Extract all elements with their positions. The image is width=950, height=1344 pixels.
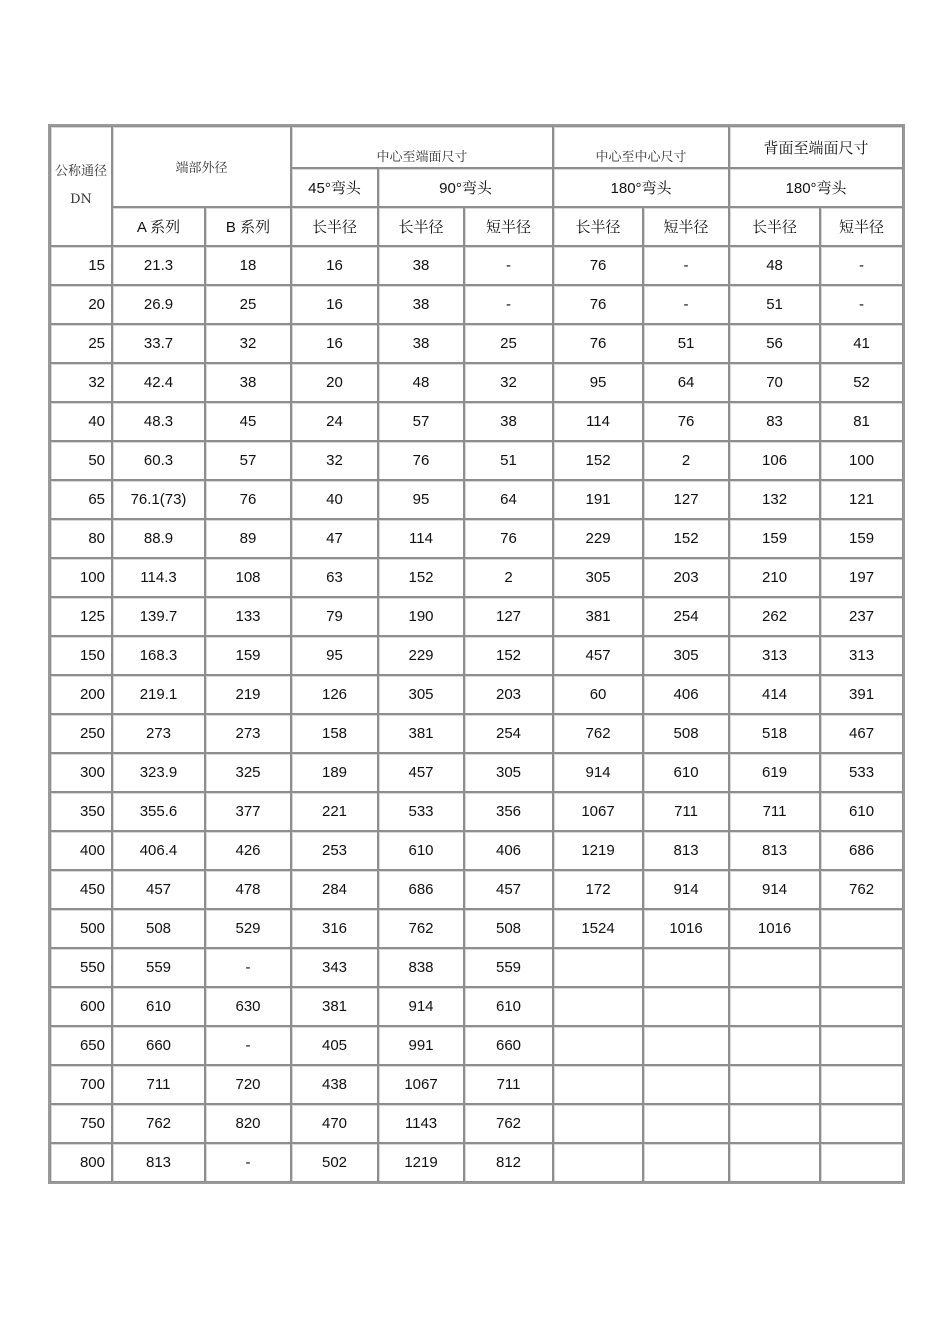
cell-cte-90-long: 190: [378, 597, 464, 636]
table-row: [50, 948, 903, 987]
cell-cte-90-long: 838: [378, 948, 464, 987]
cell-bte-180-long: [729, 948, 820, 987]
cell-cte-90-long: 381: [378, 714, 464, 753]
cell-od-a: 139.7: [112, 597, 205, 636]
cell-bte-180-short: 313: [820, 636, 903, 675]
cell-od-a: 457: [112, 870, 205, 909]
cell-bte-180-short: 391: [820, 675, 903, 714]
cell-bte-180-short: [820, 909, 903, 948]
cell-od-b: 45: [205, 402, 291, 441]
table-body: [50, 246, 903, 1182]
table-row: [50, 597, 903, 636]
cell-cte-45-long: 316: [291, 909, 378, 948]
header-dn-label: 公称通径: [54, 164, 107, 179]
cell-od-a: 76.1(73): [112, 480, 205, 519]
cell-od-a: 355.6: [112, 792, 205, 831]
cell-bte-180-long: 313: [729, 636, 820, 675]
cell-dn: 20: [50, 285, 112, 324]
cell-ctc-180-short: 254: [643, 597, 729, 636]
header-elbow-180-ctc: 180°弯头: [553, 168, 729, 207]
table-row: [50, 636, 903, 675]
table-row: [50, 1104, 903, 1143]
cell-bte-180-short: 52: [820, 363, 903, 402]
cell-dn: 80: [50, 519, 112, 558]
cell-bte-180-long: 56: [729, 324, 820, 363]
cell-cte-45-long: 63: [291, 558, 378, 597]
cell-ctc-180-short: [643, 987, 729, 1026]
cell-od-b: -: [205, 1026, 291, 1065]
cell-cte-90-long: 1143: [378, 1104, 464, 1143]
cell-cte-45-long: 343: [291, 948, 378, 987]
elbow-dimension-table: [48, 124, 905, 1184]
header-center-to-center: 中心至中心尺寸: [553, 126, 729, 168]
table-row: [50, 285, 903, 324]
cell-od-a: 508: [112, 909, 205, 948]
header-series-b: B 系列: [205, 207, 291, 246]
cell-cte-90-long: 38: [378, 285, 464, 324]
cell-ctc-180-short: -: [643, 285, 729, 324]
cell-ctc-180-short: [643, 1143, 729, 1182]
cell-bte-180-long: [729, 1104, 820, 1143]
cell-bte-180-short: 610: [820, 792, 903, 831]
cell-bte-180-short: 159: [820, 519, 903, 558]
cell-bte-180-short: 81: [820, 402, 903, 441]
header-long-radius: 长半径: [729, 207, 820, 246]
header-dn-unit: DN: [70, 192, 92, 207]
cell-cte-90-short: 406: [464, 831, 553, 870]
cell-od-b: 377: [205, 792, 291, 831]
cell-bte-180-long: 414: [729, 675, 820, 714]
cell-cte-90-long: 1067: [378, 1065, 464, 1104]
cell-dn: 150: [50, 636, 112, 675]
header-back-to-end: 背面至端面尺寸: [729, 126, 903, 168]
cell-cte-90-short: -: [464, 246, 553, 285]
table-row: [50, 1065, 903, 1104]
table-row: [50, 558, 903, 597]
cell-od-b: 133: [205, 597, 291, 636]
cell-cte-45-long: 438: [291, 1065, 378, 1104]
cell-bte-180-short: [820, 948, 903, 987]
cell-cte-45-long: 126: [291, 675, 378, 714]
cell-dn: 550: [50, 948, 112, 987]
cell-cte-90-long: 76: [378, 441, 464, 480]
cell-dn: 32: [50, 363, 112, 402]
cell-cte-90-short: 559: [464, 948, 553, 987]
cell-ctc-180-short: 610: [643, 753, 729, 792]
cell-cte-90-short: 812: [464, 1143, 553, 1182]
cell-cte-90-long: 686: [378, 870, 464, 909]
cell-cte-45-long: 253: [291, 831, 378, 870]
table-row: [50, 753, 903, 792]
cell-cte-90-short: 660: [464, 1026, 553, 1065]
cell-ctc-180-long: 172: [553, 870, 643, 909]
cell-od-a: 273: [112, 714, 205, 753]
cell-od-a: 323.9: [112, 753, 205, 792]
cell-cte-90-short: 508: [464, 909, 553, 948]
cell-cte-45-long: 284: [291, 870, 378, 909]
cell-dn: 25: [50, 324, 112, 363]
table-row: [50, 402, 903, 441]
cell-bte-180-short: -: [820, 285, 903, 324]
header-long-radius: 长半径: [378, 207, 464, 246]
cell-bte-180-long: 711: [729, 792, 820, 831]
cell-ctc-180-short: 813: [643, 831, 729, 870]
cell-od-a: 813: [112, 1143, 205, 1182]
header-elbow-180-bte: 180°弯头: [729, 168, 903, 207]
cell-dn: 250: [50, 714, 112, 753]
cell-dn: 300: [50, 753, 112, 792]
cell-cte-45-long: 16: [291, 246, 378, 285]
cell-od-b: 76: [205, 480, 291, 519]
cell-cte-90-short: 305: [464, 753, 553, 792]
header-center-to-end: 中心至端面尺寸: [291, 126, 553, 168]
cell-bte-180-short: 467: [820, 714, 903, 753]
header-series-a: A 系列: [112, 207, 205, 246]
cell-od-a: 610: [112, 987, 205, 1026]
cell-dn: 100: [50, 558, 112, 597]
cell-dn: 200: [50, 675, 112, 714]
cell-cte-90-long: 152: [378, 558, 464, 597]
cell-bte-180-long: 813: [729, 831, 820, 870]
cell-ctc-180-long: 381: [553, 597, 643, 636]
cell-dn: 15: [50, 246, 112, 285]
cell-cte-45-long: 16: [291, 324, 378, 363]
header-short-radius: 短半径: [820, 207, 903, 246]
cell-ctc-180-long: 229: [553, 519, 643, 558]
cell-cte-90-short: 2: [464, 558, 553, 597]
cell-cte-90-long: 991: [378, 1026, 464, 1065]
cell-od-b: 25: [205, 285, 291, 324]
cell-od-b: 89: [205, 519, 291, 558]
table-row: [50, 246, 903, 285]
table-row: [50, 324, 903, 363]
cell-od-b: 325: [205, 753, 291, 792]
cell-od-a: 660: [112, 1026, 205, 1065]
cell-od-a: 762: [112, 1104, 205, 1143]
cell-cte-90-long: 457: [378, 753, 464, 792]
cell-ctc-180-long: 1219: [553, 831, 643, 870]
cell-ctc-180-long: 191: [553, 480, 643, 519]
cell-dn: 750: [50, 1104, 112, 1143]
header-long-radius: 长半径: [553, 207, 643, 246]
cell-cte-90-long: 914: [378, 987, 464, 1026]
cell-cte-90-short: 51: [464, 441, 553, 480]
cell-ctc-180-short: 711: [643, 792, 729, 831]
cell-cte-90-short: 356: [464, 792, 553, 831]
cell-ctc-180-long: 152: [553, 441, 643, 480]
cell-ctc-180-short: 203: [643, 558, 729, 597]
cell-cte-90-short: 610: [464, 987, 553, 1026]
cell-cte-45-long: 47: [291, 519, 378, 558]
cell-cte-90-long: 48: [378, 363, 464, 402]
cell-bte-180-long: 210: [729, 558, 820, 597]
cell-bte-180-long: 914: [729, 870, 820, 909]
cell-bte-180-long: 48: [729, 246, 820, 285]
cell-dn: 400: [50, 831, 112, 870]
cell-bte-180-long: 83: [729, 402, 820, 441]
cell-dn: 500: [50, 909, 112, 948]
cell-cte-90-short: 203: [464, 675, 553, 714]
cell-od-a: 88.9: [112, 519, 205, 558]
cell-bte-180-short: [820, 987, 903, 1026]
cell-cte-45-long: 470: [291, 1104, 378, 1143]
cell-bte-180-long: [729, 1026, 820, 1065]
cell-od-a: 219.1: [112, 675, 205, 714]
cell-od-b: -: [205, 1143, 291, 1182]
cell-cte-90-long: 305: [378, 675, 464, 714]
cell-ctc-180-long: [553, 948, 643, 987]
cell-bte-180-long: 70: [729, 363, 820, 402]
cell-bte-180-short: [820, 1143, 903, 1182]
cell-dn: 800: [50, 1143, 112, 1182]
cell-bte-180-short: 686: [820, 831, 903, 870]
cell-ctc-180-long: 305: [553, 558, 643, 597]
cell-bte-180-short: 533: [820, 753, 903, 792]
cell-od-b: 219: [205, 675, 291, 714]
cell-bte-180-short: 197: [820, 558, 903, 597]
table-row: [50, 714, 903, 753]
cell-od-a: 711: [112, 1065, 205, 1104]
cell-od-b: 720: [205, 1065, 291, 1104]
cell-bte-180-long: 262: [729, 597, 820, 636]
cell-ctc-180-long: 60: [553, 675, 643, 714]
cell-od-a: 33.7: [112, 324, 205, 363]
cell-cte-45-long: 32: [291, 441, 378, 480]
cell-bte-180-short: [820, 1026, 903, 1065]
cell-ctc-180-long: 76: [553, 246, 643, 285]
cell-ctc-180-long: [553, 987, 643, 1026]
cell-od-b: 478: [205, 870, 291, 909]
cell-cte-45-long: 20: [291, 363, 378, 402]
cell-ctc-180-short: 152: [643, 519, 729, 558]
cell-od-a: 114.3: [112, 558, 205, 597]
cell-bte-180-long: 106: [729, 441, 820, 480]
cell-cte-90-long: 533: [378, 792, 464, 831]
table-row: [50, 1143, 903, 1182]
table-row: [50, 480, 903, 519]
cell-dn: 700: [50, 1065, 112, 1104]
cell-ctc-180-short: 1016: [643, 909, 729, 948]
cell-ctc-180-short: -: [643, 246, 729, 285]
cell-ctc-180-long: [553, 1065, 643, 1104]
cell-cte-45-long: 95: [291, 636, 378, 675]
cell-cte-90-short: 762: [464, 1104, 553, 1143]
cell-bte-180-long: 132: [729, 480, 820, 519]
cell-od-b: 159: [205, 636, 291, 675]
cell-ctc-180-short: [643, 1026, 729, 1065]
cell-ctc-180-long: 76: [553, 285, 643, 324]
cell-ctc-180-short: 51: [643, 324, 729, 363]
cell-bte-180-long: 1016: [729, 909, 820, 948]
cell-dn: 50: [50, 441, 112, 480]
cell-ctc-180-long: [553, 1104, 643, 1143]
cell-od-b: -: [205, 948, 291, 987]
cell-cte-45-long: 405: [291, 1026, 378, 1065]
cell-bte-180-short: -: [820, 246, 903, 285]
cell-ctc-180-short: 2: [643, 441, 729, 480]
table-header: [50, 126, 903, 246]
cell-bte-180-long: 619: [729, 753, 820, 792]
cell-cte-90-short: 152: [464, 636, 553, 675]
cell-bte-180-short: 121: [820, 480, 903, 519]
cell-cte-90-long: 762: [378, 909, 464, 948]
cell-ctc-180-short: 508: [643, 714, 729, 753]
cell-dn: 650: [50, 1026, 112, 1065]
cell-ctc-180-long: 114: [553, 402, 643, 441]
cell-bte-180-short: [820, 1065, 903, 1104]
cell-ctc-180-short: [643, 1104, 729, 1143]
cell-od-b: 630: [205, 987, 291, 1026]
cell-od-a: 42.4: [112, 363, 205, 402]
table-row: [50, 831, 903, 870]
cell-ctc-180-short: [643, 1065, 729, 1104]
cell-cte-45-long: 502: [291, 1143, 378, 1182]
table-row: [50, 363, 903, 402]
cell-od-b: 108: [205, 558, 291, 597]
cell-cte-90-long: 114: [378, 519, 464, 558]
cell-ctc-180-long: 914: [553, 753, 643, 792]
cell-od-b: 57: [205, 441, 291, 480]
cell-ctc-180-short: [643, 948, 729, 987]
cell-ctc-180-short: 914: [643, 870, 729, 909]
cell-ctc-180-long: [553, 1143, 643, 1182]
cell-od-b: 38: [205, 363, 291, 402]
header-short-radius: 短半径: [643, 207, 729, 246]
cell-cte-45-long: 189: [291, 753, 378, 792]
cell-cte-90-short: 711: [464, 1065, 553, 1104]
table-row: [50, 441, 903, 480]
cell-cte-45-long: 221: [291, 792, 378, 831]
cell-cte-90-short: 64: [464, 480, 553, 519]
cell-cte-90-long: 95: [378, 480, 464, 519]
cell-bte-180-long: 518: [729, 714, 820, 753]
cell-cte-45-long: 79: [291, 597, 378, 636]
cell-dn: 450: [50, 870, 112, 909]
cell-cte-90-short: -: [464, 285, 553, 324]
table-row: [50, 870, 903, 909]
cell-cte-90-long: 1219: [378, 1143, 464, 1182]
cell-od-a: 559: [112, 948, 205, 987]
cell-cte-90-short: 76: [464, 519, 553, 558]
cell-dn: 600: [50, 987, 112, 1026]
cell-od-b: 426: [205, 831, 291, 870]
cell-cte-90-short: 127: [464, 597, 553, 636]
cell-bte-180-short: [820, 1104, 903, 1143]
cell-ctc-180-long: 1067: [553, 792, 643, 831]
cell-dn: 125: [50, 597, 112, 636]
cell-dn: 65: [50, 480, 112, 519]
cell-ctc-180-long: [553, 1026, 643, 1065]
cell-ctc-180-long: 457: [553, 636, 643, 675]
cell-od-a: 26.9: [112, 285, 205, 324]
cell-cte-45-long: 40: [291, 480, 378, 519]
cell-cte-90-short: 32: [464, 363, 553, 402]
table-row: [50, 792, 903, 831]
header-elbow-90: 90°弯头: [378, 168, 553, 207]
cell-cte-90-long: 610: [378, 831, 464, 870]
cell-od-a: 21.3: [112, 246, 205, 285]
cell-ctc-180-long: 1524: [553, 909, 643, 948]
table-row: [50, 1026, 903, 1065]
cell-ctc-180-short: 64: [643, 363, 729, 402]
cell-ctc-180-short: 76: [643, 402, 729, 441]
cell-od-a: 406.4: [112, 831, 205, 870]
cell-cte-45-long: 24: [291, 402, 378, 441]
cell-cte-90-short: 254: [464, 714, 553, 753]
cell-dn: 40: [50, 402, 112, 441]
cell-cte-45-long: 16: [291, 285, 378, 324]
cell-bte-180-short: 237: [820, 597, 903, 636]
cell-cte-45-long: 158: [291, 714, 378, 753]
cell-bte-180-long: 51: [729, 285, 820, 324]
table-row: [50, 909, 903, 948]
cell-ctc-180-short: 127: [643, 480, 729, 519]
cell-od-b: 273: [205, 714, 291, 753]
cell-od-b: 32: [205, 324, 291, 363]
cell-ctc-180-short: 305: [643, 636, 729, 675]
cell-od-a: 168.3: [112, 636, 205, 675]
table-row: [50, 519, 903, 558]
cell-bte-180-short: 41: [820, 324, 903, 363]
table-row: [50, 675, 903, 714]
cell-od-b: 820: [205, 1104, 291, 1143]
cell-od-b: 18: [205, 246, 291, 285]
table-row: [50, 987, 903, 1026]
cell-ctc-180-long: 95: [553, 363, 643, 402]
cell-ctc-180-long: 762: [553, 714, 643, 753]
cell-ctc-180-short: 406: [643, 675, 729, 714]
header-long-radius: 长半径: [291, 207, 378, 246]
cell-cte-90-long: 229: [378, 636, 464, 675]
cell-bte-180-short: 762: [820, 870, 903, 909]
cell-bte-180-short: 100: [820, 441, 903, 480]
cell-bte-180-long: [729, 987, 820, 1026]
header-elbow-45: 45°弯头: [291, 168, 378, 207]
cell-dn: 350: [50, 792, 112, 831]
header-dn: [50, 126, 112, 246]
header-short-radius: 短半径: [464, 207, 553, 246]
cell-cte-90-short: 457: [464, 870, 553, 909]
cell-bte-180-long: 159: [729, 519, 820, 558]
cell-od-b: 529: [205, 909, 291, 948]
cell-bte-180-long: [729, 1065, 820, 1104]
cell-cte-90-short: 38: [464, 402, 553, 441]
cell-cte-90-long: 38: [378, 246, 464, 285]
cell-bte-180-long: [729, 1143, 820, 1182]
cell-od-a: 60.3: [112, 441, 205, 480]
cell-cte-90-long: 57: [378, 402, 464, 441]
header-end-od: 端部外径: [112, 126, 291, 207]
cell-cte-45-long: 381: [291, 987, 378, 1026]
cell-ctc-180-long: 76: [553, 324, 643, 363]
cell-cte-90-long: 38: [378, 324, 464, 363]
cell-od-a: 48.3: [112, 402, 205, 441]
cell-cte-90-short: 25: [464, 324, 553, 363]
